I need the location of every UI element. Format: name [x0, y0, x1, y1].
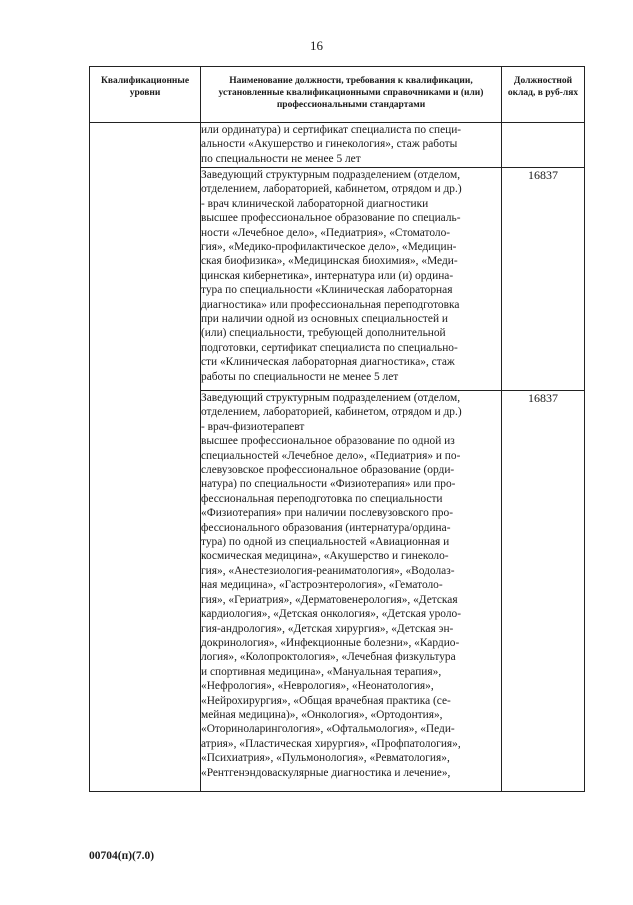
table-header-row: [90, 67, 585, 123]
salary-value: 16837: [502, 391, 585, 792]
header-salary: Должностной оклад, в руб-лях: [502, 67, 585, 123]
table-row: [90, 123, 585, 168]
position-text: Заведующий структурным подразделением (отделом, отделением, лабораторией, кабинетом, отрядом и др.) - врач-физиотерапевт высшее профессиональное образование по одной из специальностей «Лечебное дело», «Педиатрия» и по- слевузовское профессиональное образование (орди- натура) по специальности «Физиотерапия» или про- фессиональная переподготовка по специальности «Физиотерапия» при наличии послевузовского про- фессионального образования (интернатура/ордина- тура) по одной из специальностей «Авиационная и космическая медицина», «Акушерство и гинеколо- гия», «Анестезиология-реаниматология», «Водолаз- ная медицина», «Гастроэнтерология», «Гематоло- гия», «Гериатрия», «Дерматовенерология», «Детская кардиология», «Детская онкология», «Детская уроло- гия-андрология», «Детская хирургия», «Детская эн- докринология», «Инфекционные болезни», «Кардио- логия», «Колопроктология», «Лечебная физкультура и спортивная медицина», «Мануальная терапия», «Нефрология», «Неврология», «Неонатология», «Нейрохирургия», «Общая врачебная практика (се- мейная медицина)», «Онкология», «Ортодонтия», «Оториноларингология», «Офтальмология», «Педи- атрия», «Пластическая хирургия», «Профпатология», «Психиатрия», «Пульмонология», «Ревматология», «Рентгенэндоваскулярные диагностика и лечение»,: [201, 391, 502, 792]
header-position: Наименование должности, требования к квалификации, установленные квалификационными справочниками и (или) профессиональными стандартами: [201, 67, 502, 123]
position-text: Заведующий структурным подразделением (отделом, отделением, лабораторией, кабинетом, отрядом и др.) - врач клинической лабораторной диагностики высшее профессиональное образование по специаль- ности «Лечебное дело», «Педиатрия», «Стоматоло- гия», «Медико-профилактическое дело», «Медицин- ская биофизика», «Медицинская биохимия», «Меди- цинская кибернетика», интернатура или (и) ордина- тура по специальности «Клиническая лабораторная диагностика» или профессиональная переподготовка при наличии одной из основных специальностей и (или) специальности, требующей дополнительной подготовки, сертификат специалиста по специально- сти «Клиническая лабораторная диагностика», стаж работы по специальности не менее 5 лет: [201, 168, 502, 391]
salary-value: 16837: [502, 168, 585, 391]
salary-value: [502, 123, 585, 168]
page-number: 16: [310, 38, 323, 53]
header-levels: Квалификационные уровни: [90, 67, 201, 123]
position-text: или ординатура) и сертификат специалиста по специ- альности «Акушерство и гинекология», стаж работы по специальности не менее 5 лет: [201, 123, 502, 168]
qualification-table: [89, 66, 585, 792]
level-cell: [90, 123, 201, 792]
document-code: 00704(п)(7.0): [89, 850, 155, 862]
